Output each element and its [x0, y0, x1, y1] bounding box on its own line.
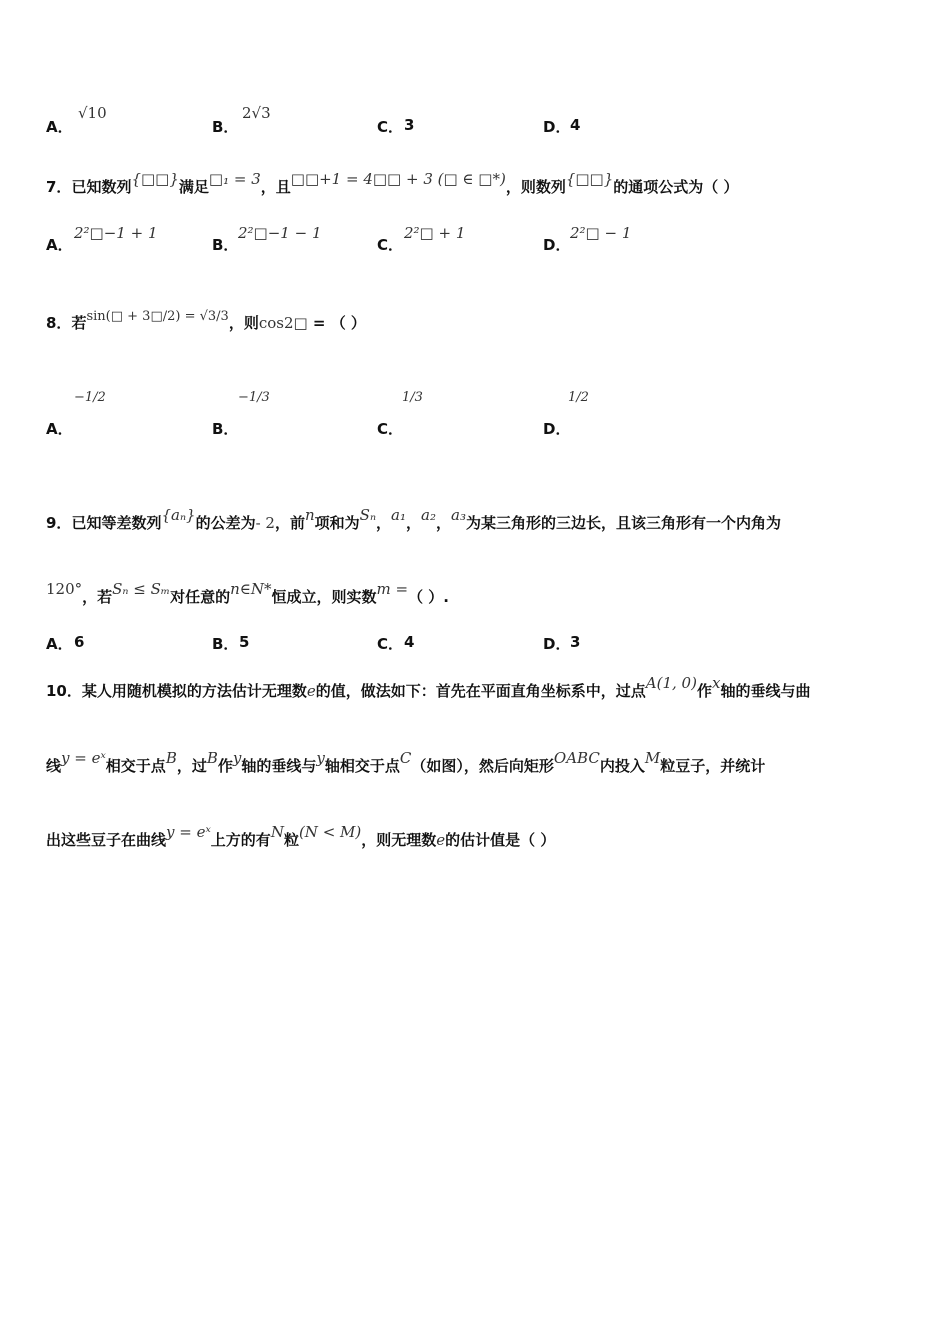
math-expr: Sₙ	[359, 506, 377, 524]
math-expr: y	[316, 749, 325, 767]
question-number: 10．	[46, 682, 82, 700]
question-text: 上方的有	[210, 831, 271, 849]
math-expr: 120°	[46, 580, 83, 598]
question-text: 粒	[283, 831, 299, 849]
math-expr: y = eˣ	[166, 823, 211, 841]
math-expr: B	[165, 749, 177, 767]
question-text: ，且	[260, 178, 291, 196]
question-text: ，	[406, 514, 422, 532]
math-expr: {□□}	[131, 170, 179, 188]
option-label: D．	[543, 236, 571, 254]
option-value: −1/2	[74, 390, 106, 405]
math-expr: n∈N*	[230, 580, 272, 598]
question-text: 已知数列	[71, 178, 132, 196]
math-expr: y	[232, 749, 242, 767]
option-label: C．	[377, 118, 404, 136]
question-text: ，则无理数	[361, 831, 437, 849]
question-text: ，	[376, 514, 392, 532]
question-text: ，	[436, 514, 452, 532]
math-expr: □□+1 = 4□□ + 3 (□ ∈ □*)	[290, 170, 506, 188]
question-text: 对任意的	[170, 588, 231, 606]
option-label: A．	[46, 236, 73, 254]
question-text: 为某三角形的三边长，且该三角形有一个内角为	[465, 514, 781, 532]
question-text: ，若	[82, 588, 113, 606]
option-value: 2²□−1 + 1	[74, 224, 158, 242]
math-expr: □₁ = 3	[208, 170, 261, 188]
question-text: 恒成立，则实数	[271, 588, 377, 606]
option-label: C．	[377, 420, 404, 438]
question-text: 线	[46, 757, 62, 775]
option-value: 2²□−1 − 1	[238, 224, 322, 242]
math-expr: M	[644, 749, 661, 767]
question-10-line-1	[46, 674, 910, 701]
math-expr: - 2	[255, 514, 275, 532]
question-number: 8．	[46, 314, 72, 332]
option-label: D．	[543, 635, 571, 653]
question-number: 9．	[46, 514, 72, 532]
option-label: B．	[212, 635, 239, 653]
option-label: B．	[212, 236, 239, 254]
math-expr: cos2□	[258, 314, 308, 332]
math-expr: {aₙ}	[161, 506, 196, 524]
question-text: ，前	[274, 514, 305, 532]
question-text: 轴的垂线与曲	[720, 682, 811, 700]
question-10-line-3	[46, 823, 910, 850]
question-text: ，则数列	[505, 178, 566, 196]
option-value: 4	[570, 116, 581, 134]
option-label: C．	[377, 236, 404, 254]
question-text: 某人用随机模拟的方法估计无理数	[81, 682, 307, 700]
question-text: 粒豆子，并统计	[660, 757, 766, 775]
question-text: 作	[696, 682, 712, 700]
math-expr: {□□}	[565, 170, 614, 188]
option-label: D．	[543, 118, 571, 136]
question-text: ，过	[176, 757, 207, 775]
option-value: 5	[239, 633, 250, 651]
option-label: A．	[46, 118, 73, 136]
option-value: 3	[570, 633, 581, 651]
math-expr: x	[711, 674, 721, 692]
option-value: 2√3	[242, 104, 271, 122]
math-expr: m =	[376, 580, 409, 598]
question-text: 轴相交于点	[324, 757, 400, 775]
question-text: 的值，做法如下：首先在平面直角坐标系中，过点	[315, 682, 646, 700]
option-label: B．	[212, 118, 239, 136]
math-expr: a₁	[391, 506, 407, 524]
math-expr: y = eˣ	[61, 749, 106, 767]
math-expr: a₃	[451, 506, 466, 524]
option-value: √10	[78, 104, 107, 122]
question-text: 的通项公式为（ ）	[613, 178, 739, 196]
question-text: 若	[71, 314, 87, 332]
question-text: 满足	[178, 178, 209, 196]
math-expr: e	[306, 682, 316, 700]
math-expr: e	[436, 831, 446, 849]
question-text: 的估计值是（ ）	[445, 831, 556, 849]
question-text: 的公差为	[195, 514, 256, 532]
question-text: 轴的垂线与	[241, 757, 317, 775]
option-value: 1/3	[402, 390, 423, 405]
question-text: 已知等差数列	[71, 514, 162, 532]
question-text: 内投入	[599, 757, 645, 775]
option-value: 1/2	[568, 390, 589, 405]
option-label: A．	[46, 635, 73, 653]
math-expr: n	[304, 506, 315, 524]
math-expr: (N < M)	[298, 823, 362, 841]
option-value: 4	[404, 633, 415, 651]
math-expr: N	[270, 823, 284, 841]
option-value: 2²□ + 1	[404, 224, 466, 242]
question-text: = （ ）	[307, 314, 366, 332]
math-expr: A(1, 0)	[645, 674, 697, 692]
math-expr: sin(□ + 3□/2) = √3/3	[86, 309, 229, 324]
option-label: D．	[543, 420, 571, 438]
question-number: 7．	[46, 178, 72, 196]
option-label: C．	[377, 635, 404, 653]
math-expr: OABC	[553, 749, 600, 767]
question-text: 作	[217, 757, 233, 775]
question-text: （ ）.	[408, 588, 449, 606]
math-expr: Sₙ ≤ Sₘ	[112, 580, 171, 598]
question-text: ，则	[228, 314, 259, 332]
question-text: （如图），然后向矩形	[411, 757, 554, 775]
math-expr: B	[206, 749, 218, 767]
question-7	[46, 170, 910, 197]
math-expr: C	[399, 749, 412, 767]
option-label: B．	[212, 420, 239, 438]
question-text: 出这些豆子在曲线	[46, 831, 167, 849]
question-9-line-2	[46, 580, 910, 607]
question-10-line-2	[46, 749, 910, 776]
option-value: 6	[74, 633, 85, 651]
question-text: 相交于点	[105, 757, 166, 775]
option-value: 2²□ − 1	[570, 224, 632, 242]
math-expr: a₂	[421, 506, 436, 524]
option-label: A．	[46, 420, 73, 438]
question-text: 项和为	[314, 514, 360, 532]
question-8	[46, 309, 910, 333]
option-value: 3	[404, 116, 415, 134]
option-value: −1/3	[238, 390, 270, 405]
question-9-line-1	[46, 506, 910, 533]
